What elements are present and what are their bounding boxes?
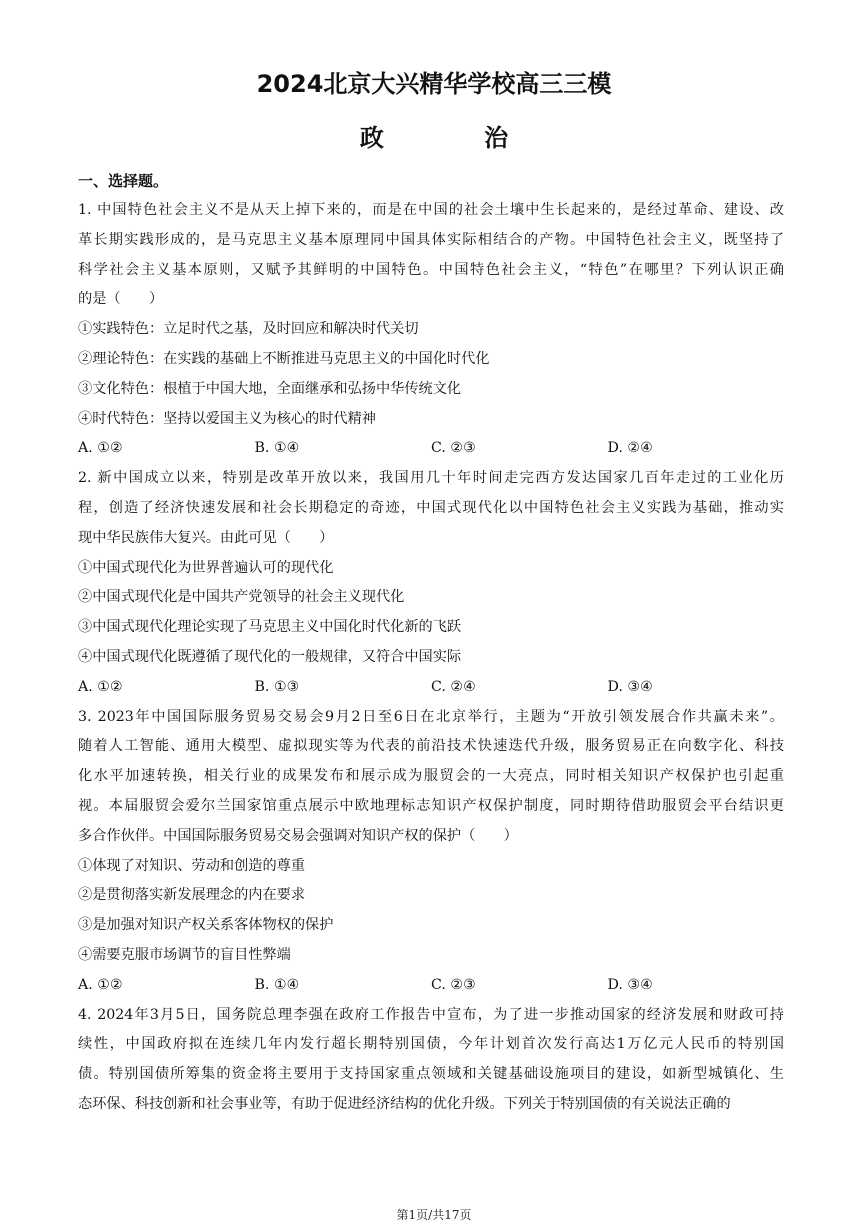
answer-choices bbox=[78, 673, 784, 703]
answer-option: D. ③④ bbox=[607, 678, 653, 695]
question-text-line: 的是（ ） bbox=[78, 291, 164, 308]
question-text-line: 现中华民族伟大复兴。由此可见（ ） bbox=[78, 529, 334, 546]
answer-choices bbox=[78, 971, 784, 1001]
question-text-line: 3. 2023年中国国际服务贸易交易会9月2日至6日在北京举行，主题为“开放引领发展合作共赢未来”。 bbox=[78, 708, 784, 725]
statement-item: ③中国式现代化理论实现了马克思主义中国化时代化新的飞跃 bbox=[78, 619, 462, 636]
statement-item: ④中国式现代化既遵循了现代化的一般规律，又符合中国实际 bbox=[78, 648, 462, 665]
statement-item: ①中国式现代化为世界普遍认可的现代化 bbox=[78, 559, 334, 576]
question-text-line: 1. 中国特色社会主义不是从天上掉下来的，而是在中国的社会土壤中生长起来的，是经过革命、建设、改 bbox=[78, 202, 784, 218]
statement-item: ④时代特色：坚持以爱国主义为核心的时代精神 bbox=[78, 410, 376, 427]
statement-item: ③是加强对知识产权关系客体物权的保护 bbox=[78, 917, 334, 934]
statement-item: ①实践特色：立足时代之基，及时回应和解决时代关切 bbox=[78, 321, 419, 338]
statement-item: ②中国式现代化是中国共产党领导的社会主义现代化 bbox=[78, 589, 405, 606]
statement-item: ②是贯彻落实新发展理念的内在要求 bbox=[78, 887, 306, 904]
section-heading: 一、选择题。 bbox=[78, 172, 169, 190]
exam-title: 2024北京大兴精华学校高三三模 bbox=[256, 70, 612, 98]
question-text-line: 4. 2024年3月5日，国务院总理李强在政府工作报告中宣布，为了进一步推动国家的经济发展和财政可持 bbox=[78, 1006, 784, 1023]
question-block bbox=[78, 464, 784, 702]
statement-item: ②理论特色：在实践的基础上不断推进马克思主义的中国化时代化 bbox=[78, 350, 490, 367]
answer-option: D. ③④ bbox=[607, 976, 653, 993]
answer-option: C. ②④ bbox=[431, 678, 476, 695]
answer-option: A. ①② bbox=[78, 976, 123, 993]
question-text-line: 2. 新中国成立以来，特别是改革开放以来，我国用几十年时间走完西方发达国家几百年走过的工业化历 bbox=[78, 470, 784, 487]
answer-option: A. ①② bbox=[78, 440, 123, 457]
question-list bbox=[78, 196, 784, 1120]
question-text-line: 化水平加速转换，相关行业的成果发布和展示成为服贸会的一大亮点，同时相关知识产权保护也引起重 bbox=[78, 768, 784, 785]
subject-title: 政 治 bbox=[359, 124, 555, 152]
statement-item: ①体现了对知识、劳动和创造的尊重 bbox=[78, 857, 306, 874]
question-text-line: 程，创造了经济快速发展和社会长期稳定的奇迹，中国式现代化以中国特色社会主义实践为基础，推动实 bbox=[78, 499, 784, 516]
question-block bbox=[78, 196, 784, 464]
statement-item: ④需要克服市场调节的盲目性弊端 bbox=[78, 946, 291, 963]
question-text-line: 多合作伙伴。中国国际服务贸易交易会强调对知识产权的保护（ ） bbox=[78, 827, 518, 844]
question-text-line: 随着人工智能、通用大模型、虚拟现实等为代表的前沿技术快速迭代升级，服务贸易正在向数字化、科技 bbox=[78, 738, 784, 755]
question-block bbox=[78, 1001, 784, 1120]
answer-option: B. ①④ bbox=[254, 976, 300, 993]
page-content bbox=[78, 166, 784, 1120]
question-text-line: 科学社会主义基本原则，又赋予其鲜明的中国特色。中国特色社会主义，“特色”在哪里？下列认识正确 bbox=[78, 261, 784, 278]
question-text-line: 态环保、科技创新和社会事业等，有助于促进经济结构的优化升级。下列关于特别国债的有关说法正确的 bbox=[78, 1095, 731, 1112]
answer-choices bbox=[78, 434, 784, 464]
question-block bbox=[78, 703, 784, 1001]
question-text-line: 视。本届服贸会爱尔兰国家馆重点展示中欧地理标志知识产权保护制度，同时期待借助服贸会平台结识更 bbox=[78, 797, 784, 814]
answer-option: A. ①② bbox=[78, 678, 123, 695]
statement-item: ③文化特色：根植于中国大地，全面继承和弘扬中华传统文化 bbox=[78, 380, 462, 397]
answer-option: B. ①③ bbox=[254, 678, 300, 695]
page-footer: 第1页/共17页 bbox=[396, 1208, 472, 1222]
question-text-line: 债。特别国债所筹集的资金将主要用于支持国家重点领域和关键基础设施项目的建设，如新型城镇化、生 bbox=[78, 1066, 784, 1083]
answer-option: C. ②③ bbox=[431, 976, 476, 993]
answer-option: D. ②④ bbox=[607, 440, 653, 457]
question-text-line: 革长期实践形成的，是马克思主义基本原理同中国具体实际相结合的产物。中国特色社会主义，既坚持了 bbox=[78, 231, 784, 248]
answer-option: B. ①④ bbox=[254, 440, 300, 457]
answer-option: C. ②③ bbox=[431, 440, 476, 457]
question-text-line: 续性，中国政府拟在连续几年内发行超长期特别国债，今年计划首次发行高达1万亿元人民币的特别国 bbox=[78, 1036, 784, 1053]
